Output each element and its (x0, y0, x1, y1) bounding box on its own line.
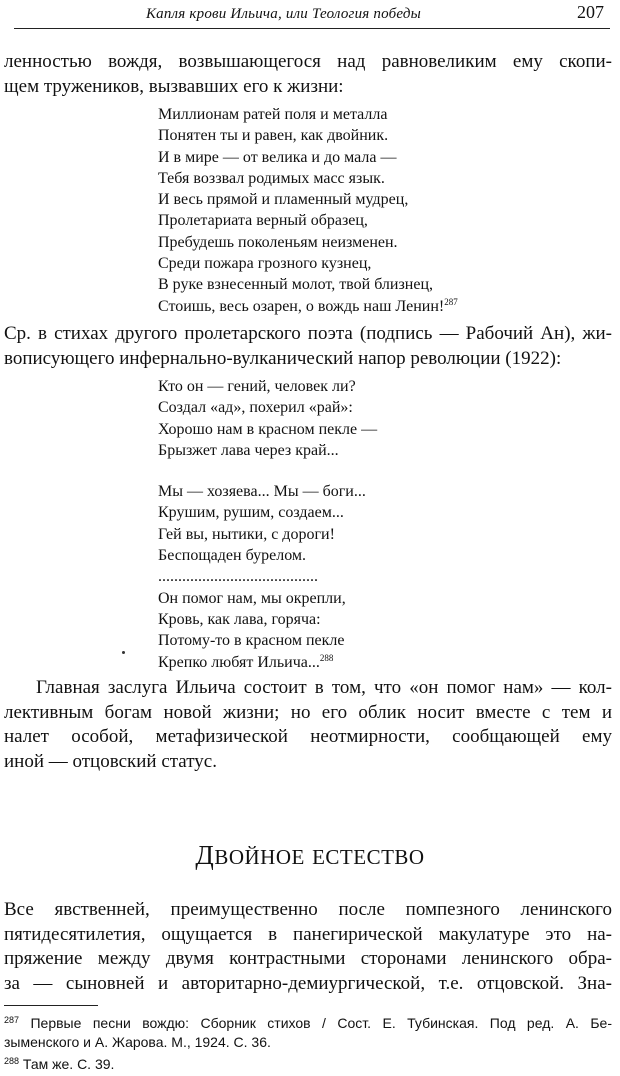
text-line: иной — отцовский статус. (4, 750, 217, 772)
poem-line (158, 296, 458, 317)
heading-smallcaps: Е (312, 845, 326, 869)
poem-line: Тебя воззвал родимых масс язык. (158, 169, 385, 187)
poem-line-text: Крепко любят Ильича... (158, 653, 320, 671)
merit-paragraph (4, 676, 612, 774)
text-line: лективным богам новой жизни; но его облик носит вместе с тем и (4, 701, 612, 723)
heading-smallcaps: СТЕСТВО (325, 845, 425, 869)
text-line: щем тружеников, вызвавших его к жизни: (4, 75, 344, 97)
section-heading (0, 840, 620, 871)
text-line: за — сыновней и авторитарно-демиургической, т.е. отцовской. Зна- (4, 972, 612, 994)
poem-line: Брызжет лава через край... (158, 441, 339, 459)
poem-line: Создал «ад», похерил «рай»: (158, 399, 353, 417)
stanza-gap (158, 461, 377, 481)
poem-line: Беспощаден бурелом. (158, 547, 307, 565)
intro-paragraph (4, 50, 612, 99)
poem-line: Пролетариата верный образец, (158, 212, 368, 230)
footnote-number: 288 (4, 1056, 20, 1066)
poem-line: Крушим, рушим, создаем... (158, 504, 344, 522)
footnote-288 (4, 1055, 612, 1074)
running-title: Капля крови Ильича, или Теология победы (146, 6, 422, 22)
heading-initial: Д (195, 840, 215, 870)
poem-line (158, 652, 377, 673)
text-line: Все явственней, преимущественно после помпезного ленинского (4, 899, 612, 920)
poem-line: Мы — хозяева... Мы — боги... (158, 483, 366, 501)
text-line: налет особой, метафизической неотмирности, сообщающей ему (4, 726, 612, 747)
text-line: пряжение между двумя контрастными сторонами ленинского обра- (4, 948, 612, 969)
poem-line: Потому-то в красном пекле (158, 632, 345, 650)
poem-line: Кто он — гений, человек ли? (158, 378, 356, 395)
poem-line: Среди пожара грозного кузнец, (158, 255, 372, 273)
text-line: Главная заслуга Ильича состоит в том, что «он помог нам» — кол- (36, 677, 612, 698)
running-header (14, 2, 610, 29)
text-line: Ср. в стихах другого пролетарского поэта (подпись — Рабочий Ан), жи- (4, 323, 612, 344)
poem-line: Пребудешь поколеньям неизменен. (158, 233, 398, 251)
footnote-line (4, 1055, 612, 1074)
poem-line: И весь прямой и пламенный мудрец, (158, 191, 409, 209)
poem-line: И в мире — от велика и до мала — (158, 148, 397, 166)
poem-ellipsis-line: ........................................ (158, 568, 318, 586)
page-number: 207 (577, 2, 604, 22)
poem-line: Понятен ты и равен, как двойник. (158, 127, 389, 145)
text-line: ленностью вождя, возвышающегося над равновеликим ему скопи- (4, 51, 612, 72)
footnote-ref-288[interactable]: 288 (319, 652, 334, 663)
text-line: пятидесятилетия, ощущается в панегирической макулатуре это на- (4, 923, 612, 945)
compare-paragraph (4, 322, 612, 371)
footnote-287 (4, 1014, 612, 1052)
poem-line-text: Стоишь, весь озарен, о вождь наш Ленин! (158, 297, 445, 315)
text-line: вописующего инфернально-вулканический напор революции (1922): (4, 347, 562, 369)
section-paragraph (4, 898, 612, 996)
footnote-line (4, 1014, 612, 1033)
heading-smallcaps: ВОЙНОЕ (214, 845, 305, 869)
footnote-text: Первые песни вождю: Сборник стихов / Сост. Е. Тубинская. Под ред. А. Бе- (30, 1015, 613, 1031)
poem-ilyich (158, 376, 377, 673)
poem-line: В руке взнесенный молот, твой близнец, (158, 276, 434, 294)
poem-line: Миллионам ратей поля и металла (158, 106, 388, 123)
footnote-ref-287[interactable]: 287 (444, 296, 458, 307)
footnote-line: зыменского и А. Жарова. М., 1924. С. 36. (4, 1034, 271, 1050)
poem-line: Гей вы, нытики, с дороги! (158, 525, 335, 543)
poem-line: Он помог нам, мы окрепли, (158, 589, 346, 607)
footnote-divider (4, 1005, 98, 1006)
poem-line: Хорошо нам в красном пекле — (158, 420, 378, 438)
stray-mark (122, 651, 125, 654)
poem-lenin (158, 104, 458, 317)
footnote-number: 287 (4, 1015, 20, 1025)
poem-line: Кровь, как лава, горяча: (158, 610, 321, 628)
footnote-text: Там же. С. 39. (22, 1056, 115, 1072)
